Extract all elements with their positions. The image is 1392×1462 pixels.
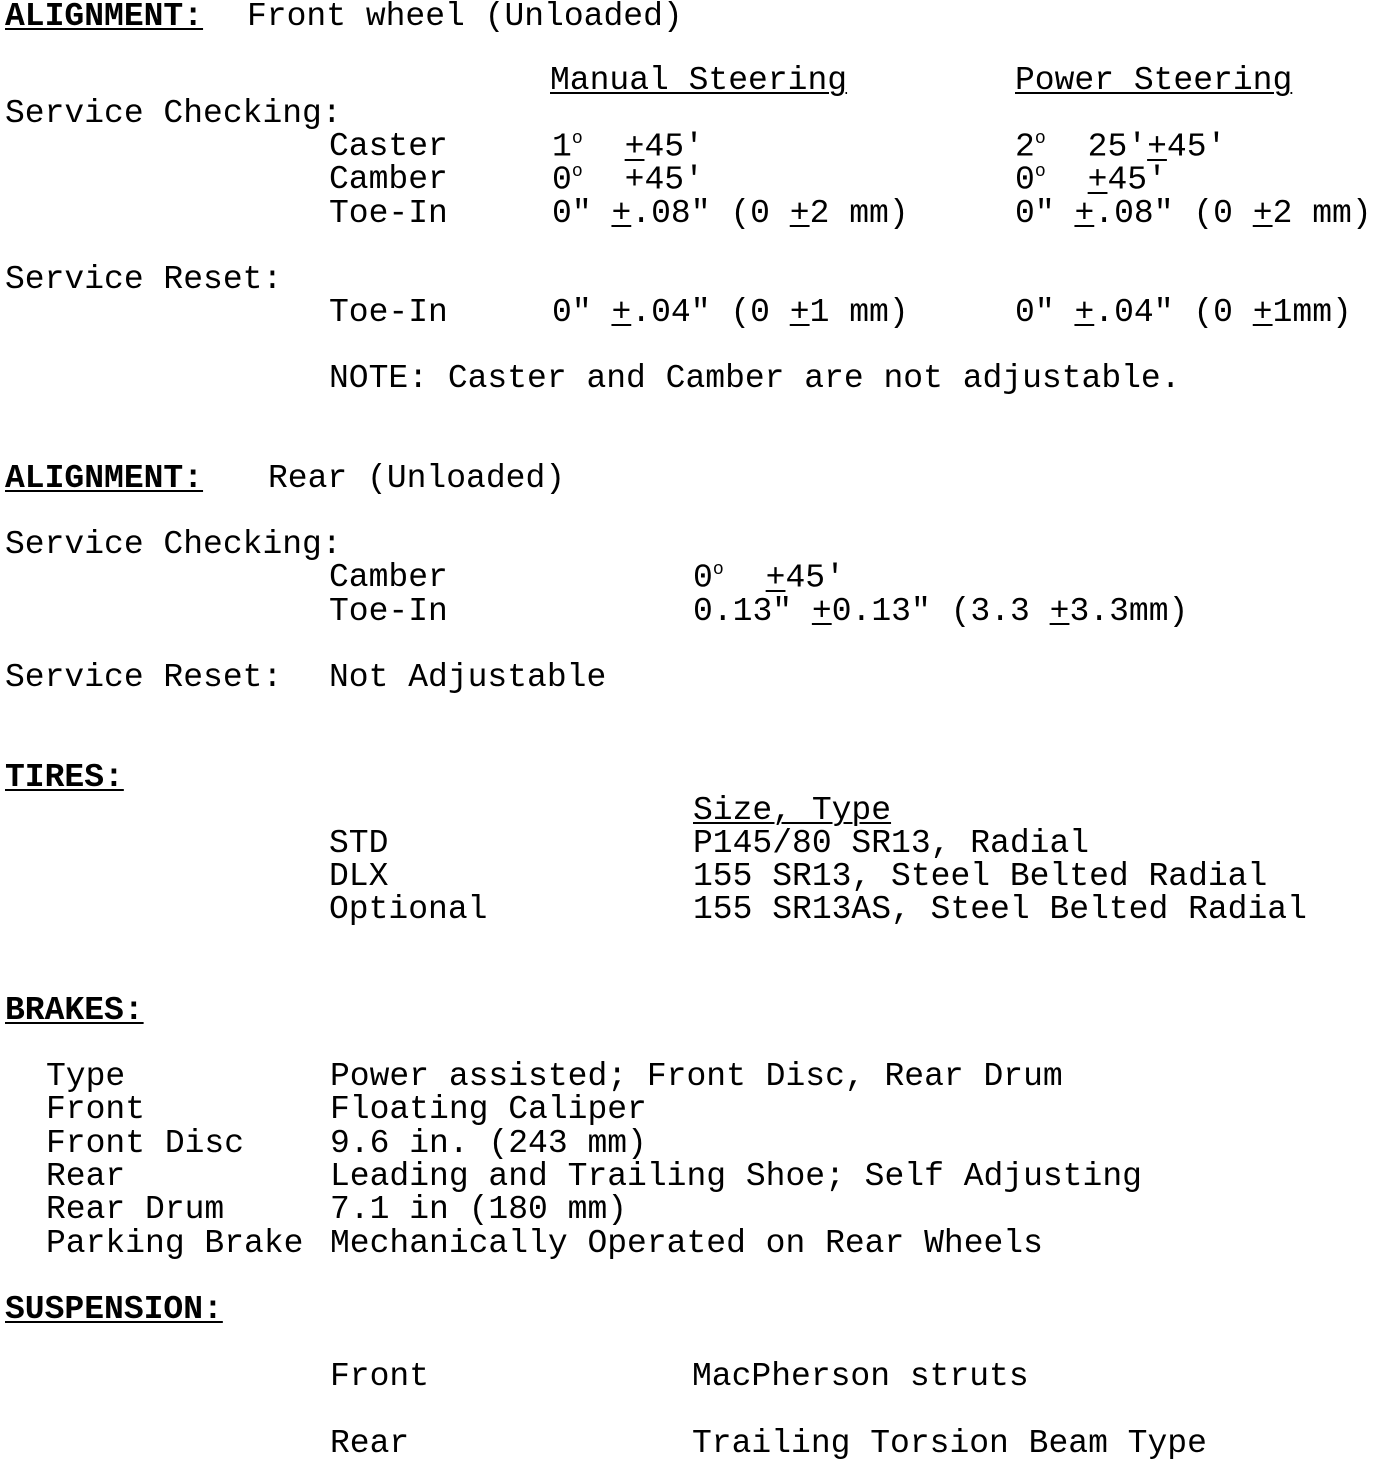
spec-label-camber: Camber	[329, 161, 448, 198]
service-checking-label: Service Checking:	[5, 95, 342, 132]
suspension-value-front: MacPherson struts	[692, 1358, 1029, 1395]
spec-label-toe-in: Toe-In	[329, 195, 448, 232]
adjustment-note: NOTE: Caster and Camber are not adjustable.	[329, 360, 1181, 397]
tires-size-type-header: Size, Type	[693, 792, 892, 829]
spec-value-camber-manual: 0o +45'	[552, 161, 704, 199]
brake-label-parking: Parking Brake	[46, 1225, 304, 1262]
brake-value-rear-drum: 7.1 in (180 mm)	[330, 1191, 628, 1228]
tire-value-optional: 155 SR13AS, Steel Belted Radial	[693, 891, 1307, 928]
rear-service-checking-label: Service Checking:	[5, 526, 342, 563]
suspension-label-rear: Rear	[330, 1425, 410, 1462]
spec-value-toe-in-power: 0" +.08" (0 +2 mm)	[1015, 195, 1372, 232]
brake-label-front-disc: Front Disc	[46, 1125, 245, 1162]
rear-value-camber: 0o +45'	[693, 559, 845, 597]
rear-alignment-heading: ALIGNMENT:	[5, 460, 204, 497]
spec-value-caster-power: 2o 25'+45'	[1015, 128, 1227, 166]
tire-value-std: P145/80 SR13, Radial	[693, 825, 1090, 862]
brake-value-type: Power assisted; Front Disc, Rear Drum	[330, 1058, 1063, 1095]
brake-value-parking: Mechanically Operated on Rear Wheels	[330, 1225, 1043, 1262]
brake-label-type: Type	[46, 1058, 126, 1095]
spec-value-camber-power: 0o +45'	[1015, 161, 1167, 199]
brake-label-rear-drum: Rear Drum	[46, 1191, 225, 1228]
suspension-heading: SUSPENSION:	[5, 1291, 223, 1328]
front-alignment-subtitle: Front wheel (Unloaded)	[247, 0, 683, 35]
spec-value-caster-manual: 1o +45'	[552, 128, 704, 166]
tire-label-std: STD	[329, 825, 389, 862]
brake-value-rear: Leading and Trailing Shoe; Self Adjusting	[330, 1158, 1142, 1195]
brakes-heading: BRAKES:	[5, 992, 144, 1029]
suspension-label-front: Front	[330, 1358, 430, 1395]
spec-label-caster: Caster	[329, 128, 448, 165]
brake-value-front-disc: 9.6 in. (243 mm)	[330, 1125, 647, 1162]
brake-label-front: Front	[46, 1091, 146, 1128]
tire-label-dlx: DLX	[329, 858, 389, 895]
rear-label-camber: Camber	[329, 559, 448, 596]
suspension-value-rear: Trailing Torsion Beam Type	[692, 1425, 1207, 1462]
tire-label-optional: Optional	[329, 891, 488, 928]
rear-value-toe-in: 0.13" +0.13" (3.3 +3.3mm)	[693, 593, 1189, 630]
service-reset-label: Service Reset:	[5, 261, 283, 298]
spec-value-toe-in-manual: 0" +.08" (0 +2 mm)	[552, 195, 909, 232]
rear-service-reset-value: Not Adjustable	[329, 659, 607, 696]
tires-heading: TIRES:	[5, 759, 124, 796]
reset-label-toe-in: Toe-In	[329, 294, 448, 331]
reset-value-toe-in-power: 0" +.04" (0 +1mm)	[1015, 294, 1352, 331]
power-steering-header: Power Steering	[1015, 62, 1293, 99]
brake-label-rear: Rear	[46, 1158, 126, 1195]
front-alignment-heading: ALIGNMENT:	[5, 0, 204, 35]
rear-alignment-subtitle: Rear (Unloaded)	[268, 460, 566, 497]
rear-label-toe-in: Toe-In	[329, 593, 448, 630]
brake-value-front: Floating Caliper	[330, 1091, 647, 1128]
rear-service-reset-label: Service Reset:	[5, 659, 283, 696]
reset-value-toe-in-manual: 0" +.04" (0 +1 mm)	[552, 294, 909, 331]
manual-steering-header: Manual Steering	[550, 62, 848, 99]
tire-value-dlx: 155 SR13, Steel Belted Radial	[693, 858, 1268, 895]
